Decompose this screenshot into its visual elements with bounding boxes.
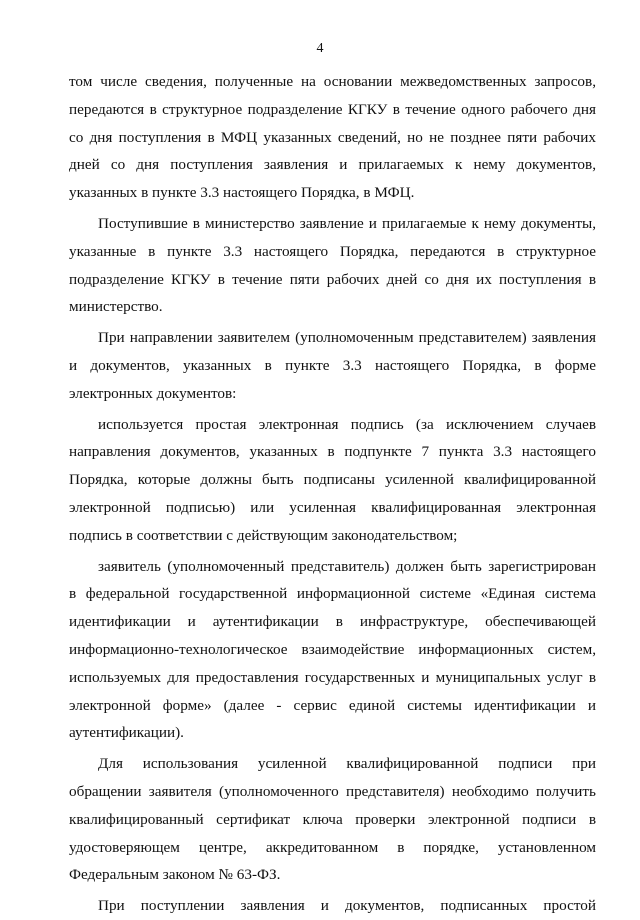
text-line: электронной подписью) или усиленная квалифицированная электронная	[69, 498, 596, 516]
text-line: в федеральной государственной информационной системе «Единая система	[69, 585, 596, 603]
text-line: направления документов, указанных в подпункте 7 пункта 3.3 настоящего	[69, 443, 596, 461]
text-line: электронных документов:	[69, 384, 237, 402]
text-line: обращении заявителя (уполномоченного представителя) необходимо получить	[69, 782, 596, 800]
text-line: удостоверяющем центре, аккредитованном в порядке, установленном	[69, 838, 596, 856]
page-number: 4	[316, 41, 324, 56]
text-line: передаются в структурное подразделение КГКУ в течение одного рабочего дня	[69, 100, 596, 118]
text-line: используется простая электронная подпись (за исключением случаев	[98, 415, 596, 433]
text-line: заявитель (уполномоченный представитель) должен быть зарегистрирован	[98, 557, 596, 575]
text-line: Поступившие в министерство заявление и прилагаемые к нему документы,	[98, 214, 596, 232]
text-line: и документов, указанных в пункте 3.3 настоящего Порядка, в форме	[69, 356, 596, 374]
text-line: аутентификации).	[69, 724, 184, 742]
text-line: Для использования усиленной квалифицированной подписи при	[98, 755, 596, 773]
text-line: том числе сведения, полученные на основании межведомственных запросов,	[69, 73, 596, 90]
text-line: идентификации и аутентификации в инфраструктуре, обеспечивающей	[69, 613, 596, 631]
text-line: подразделение КГКУ в течение пяти рабочих дней со дня их поступления в	[69, 270, 596, 288]
text-line: При поступлении заявления и документов, подписанных простой	[98, 897, 596, 915]
text-line: Порядка, которые должны быть подписаны усиленной квалифицированной	[69, 471, 596, 489]
body-text	[69, 68, 596, 920]
text-line: подпись в соответствии с действующим законодательством;	[69, 526, 458, 544]
text-line: дней со дня поступления заявления и прилагаемых к нему документов,	[69, 156, 596, 174]
text-line: При направлении заявителем (уполномоченным представителем) заявления	[98, 329, 596, 347]
text-line: квалифицированный сертификат ключа проверки электронной подписи в	[69, 810, 596, 828]
text-line: электронной форме» (далее - сервис единой системы идентификации и	[69, 696, 596, 714]
text-line: используемых для предоставления государственных и муниципальных услуг в	[69, 668, 596, 686]
text-line: со дня поступления в МФЦ указанных сведений, но не позднее пяти рабочих	[69, 128, 596, 146]
text-line: Федеральным законом № 63-ФЗ.	[69, 866, 281, 884]
text-line: указанные в пункте 3.3 настоящего Порядка, передаются в структурное	[69, 242, 596, 260]
text-line: указанных в пункте 3.3 настоящего Порядка, в МФЦ.	[69, 184, 415, 202]
text-line: информационно-технологическое взаимодействие информационных систем,	[69, 640, 596, 658]
text-line: министерство.	[69, 298, 163, 316]
